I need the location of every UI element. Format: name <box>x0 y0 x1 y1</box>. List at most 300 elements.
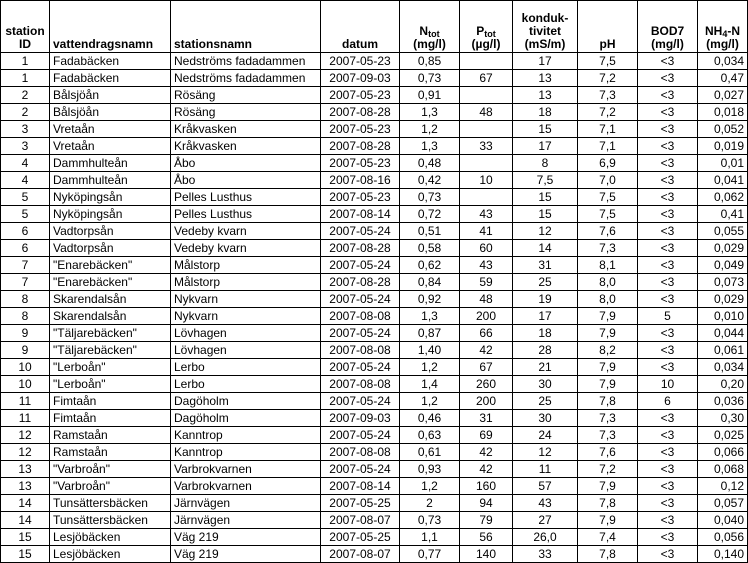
cell-nh4n: 0,01 <box>698 155 748 172</box>
cell-bod7: <3 <box>638 53 698 70</box>
cell-ph: 7,2 <box>578 461 638 478</box>
cell-konduktivitet: 8 <box>513 155 578 172</box>
cell-konduktivitet: 7,5 <box>513 172 578 189</box>
cell-konduktivitet: 15 <box>513 206 578 223</box>
table-row <box>1 461 748 478</box>
header-row <box>1 1 748 53</box>
table-row <box>1 138 748 155</box>
header-konduktivitet: konduk- tivitet (mS/m) <box>513 1 578 53</box>
cell-vattendragsnamn: Tunsättersbäcken <box>50 512 171 529</box>
cell-nh4n: 0,040 <box>698 512 748 529</box>
cell-ptot: 160 <box>460 478 513 495</box>
table-row <box>1 359 748 376</box>
cell-datum: 2007-08-08 <box>321 444 400 461</box>
cell-station-id: 4 <box>1 172 50 189</box>
cell-stationsnamn: Nedströms fadadammen <box>171 53 321 70</box>
cell-ph: 7,4 <box>578 529 638 546</box>
cell-stationsnamn: Pelles Lusthus <box>171 206 321 223</box>
cell-stationsnamn: Dagöholm <box>171 393 321 410</box>
cell-konduktivitet: 30 <box>513 410 578 427</box>
cell-stationsnamn: Vedeby kvarn <box>171 240 321 257</box>
table-row <box>1 70 748 87</box>
cell-ph: 8,0 <box>578 291 638 308</box>
cell-ntot: 0,73 <box>400 512 460 529</box>
table-row <box>1 206 748 223</box>
cell-station-id: 3 <box>1 121 50 138</box>
cell-bod7: <3 <box>638 121 698 138</box>
cell-ntot: 0,61 <box>400 444 460 461</box>
cell-konduktivitet: 43 <box>513 495 578 512</box>
cell-bod7: 10 <box>638 376 698 393</box>
cell-nh4n: 0,066 <box>698 444 748 461</box>
cell-bod7: <3 <box>638 291 698 308</box>
cell-konduktivitet: 19 <box>513 291 578 308</box>
header-ph: pH <box>578 1 638 53</box>
cell-ntot: 0,87 <box>400 325 460 342</box>
cell-vattendragsnamn: Nyköpingsån <box>50 189 171 206</box>
cell-bod7: <3 <box>638 495 698 512</box>
cell-vattendragsnamn: Fadabäcken <box>50 70 171 87</box>
cell-ptot: 41 <box>460 223 513 240</box>
cell-vattendragsnamn: Fadabäcken <box>50 53 171 70</box>
cell-station-id: 6 <box>1 240 50 257</box>
cell-stationsnamn: Järnvägen <box>171 495 321 512</box>
cell-station-id: 12 <box>1 444 50 461</box>
cell-ntot: 0,42 <box>400 172 460 189</box>
cell-ptot: 140 <box>460 546 513 563</box>
cell-nh4n: 0,12 <box>698 478 748 495</box>
cell-ptot: 31 <box>460 410 513 427</box>
cell-stationsnamn: Kanntrop <box>171 427 321 444</box>
cell-konduktivitet: 30 <box>513 376 578 393</box>
cell-station-id: 8 <box>1 291 50 308</box>
cell-bod7: <3 <box>638 478 698 495</box>
cell-ntot: 0,63 <box>400 427 460 444</box>
cell-ph: 7,5 <box>578 206 638 223</box>
cell-konduktivitet: 33 <box>513 546 578 563</box>
cell-datum: 2007-08-14 <box>321 478 400 495</box>
cell-ptot <box>460 189 513 206</box>
cell-datum: 2007-05-24 <box>321 427 400 444</box>
table-row <box>1 172 748 189</box>
cell-konduktivitet: 17 <box>513 53 578 70</box>
cell-bod7: <3 <box>638 206 698 223</box>
cell-datum: 2007-05-23 <box>321 53 400 70</box>
cell-datum: 2007-08-08 <box>321 376 400 393</box>
cell-station-id: 13 <box>1 478 50 495</box>
cell-ptot: 59 <box>460 274 513 291</box>
cell-bod7: <3 <box>638 427 698 444</box>
cell-bod7: 6 <box>638 393 698 410</box>
table-row <box>1 53 748 70</box>
cell-ptot: 79 <box>460 512 513 529</box>
cell-ph: 7,3 <box>578 240 638 257</box>
cell-nh4n: 0,049 <box>698 257 748 274</box>
cell-datum: 2007-08-28 <box>321 104 400 121</box>
cell-nh4n: 0,034 <box>698 53 748 70</box>
cell-ptot: 43 <box>460 206 513 223</box>
cell-ptot: 60 <box>460 240 513 257</box>
cell-vattendragsnamn: Ramstaån <box>50 444 171 461</box>
cell-station-id: 2 <box>1 104 50 121</box>
cell-stationsnamn: Vedeby kvarn <box>171 223 321 240</box>
cell-station-id: 1 <box>1 53 50 70</box>
cell-ntot: 1,2 <box>400 478 460 495</box>
cell-datum: 2007-08-28 <box>321 274 400 291</box>
cell-vattendragsnamn: "Lerboån" <box>50 359 171 376</box>
cell-datum: 2007-05-25 <box>321 495 400 512</box>
cell-ph: 7,8 <box>578 393 638 410</box>
cell-stationsnamn: Lerbo <box>171 376 321 393</box>
header-datum: datum <box>321 1 400 53</box>
table-row <box>1 274 748 291</box>
cell-bod7: <3 <box>638 240 698 257</box>
cell-konduktivitet: 18 <box>513 325 578 342</box>
cell-ph: 7,8 <box>578 546 638 563</box>
cell-datum: 2007-08-07 <box>321 512 400 529</box>
table-row <box>1 87 748 104</box>
cell-datum: 2007-08-14 <box>321 206 400 223</box>
cell-ntot: 0,85 <box>400 53 460 70</box>
cell-ntot: 1,2 <box>400 359 460 376</box>
cell-konduktivitet: 31 <box>513 257 578 274</box>
cell-ptot: 200 <box>460 393 513 410</box>
cell-station-id: 9 <box>1 342 50 359</box>
cell-nh4n: 0,044 <box>698 325 748 342</box>
cell-bod7: <3 <box>638 223 698 240</box>
cell-vattendragsnamn: Ramstaån <box>50 427 171 444</box>
cell-ph: 7,2 <box>578 104 638 121</box>
table-row <box>1 529 748 546</box>
table-row <box>1 308 748 325</box>
cell-ph: 7,9 <box>578 308 638 325</box>
cell-stationsnamn: Nykvarn <box>171 308 321 325</box>
cell-stationsnamn: Varbrokvarnen <box>171 461 321 478</box>
cell-bod7: <3 <box>638 359 698 376</box>
cell-stationsnamn: Åbo <box>171 155 321 172</box>
cell-vattendragsnamn: "Enarebäcken" <box>50 274 171 291</box>
cell-station-id: 3 <box>1 138 50 155</box>
cell-bod7: <3 <box>638 138 698 155</box>
cell-stationsnamn: Väg 219 <box>171 546 321 563</box>
cell-ph: 7,3 <box>578 410 638 427</box>
cell-vattendragsnamn: Vretaån <box>50 138 171 155</box>
cell-station-id: 11 <box>1 393 50 410</box>
cell-bod7: <3 <box>638 529 698 546</box>
cell-datum: 2007-09-03 <box>321 410 400 427</box>
cell-station-id: 10 <box>1 359 50 376</box>
cell-bod7: <3 <box>638 325 698 342</box>
cell-ptot: 48 <box>460 104 513 121</box>
cell-konduktivitet: 13 <box>513 70 578 87</box>
cell-vattendragsnamn: Vadtorpsån <box>50 240 171 257</box>
cell-ntot: 1,2 <box>400 393 460 410</box>
cell-ph: 7,2 <box>578 70 638 87</box>
cell-konduktivitet: 18 <box>513 104 578 121</box>
cell-ptot: 42 <box>460 461 513 478</box>
cell-vattendragsnamn: Fimtaån <box>50 410 171 427</box>
cell-ntot: 0,73 <box>400 70 460 87</box>
cell-vattendragsnamn: "Enarebäcken" <box>50 257 171 274</box>
cell-ptot <box>460 121 513 138</box>
cell-nh4n: 0,055 <box>698 223 748 240</box>
cell-stationsnamn: Lövhagen <box>171 325 321 342</box>
cell-ph: 8,0 <box>578 274 638 291</box>
cell-ntot: 1,3 <box>400 104 460 121</box>
table-row <box>1 495 748 512</box>
cell-station-id: 7 <box>1 274 50 291</box>
cell-datum: 2007-09-03 <box>321 70 400 87</box>
cell-nh4n: 0,47 <box>698 70 748 87</box>
cell-ph: 7,6 <box>578 444 638 461</box>
cell-ph: 7,9 <box>578 359 638 376</box>
cell-ntot: 1,2 <box>400 121 460 138</box>
cell-datum: 2007-05-24 <box>321 223 400 240</box>
cell-station-id: 9 <box>1 325 50 342</box>
cell-konduktivitet: 25 <box>513 274 578 291</box>
cell-ptot: 42 <box>460 342 513 359</box>
cell-station-id: 1 <box>1 70 50 87</box>
cell-ph: 7,1 <box>578 138 638 155</box>
cell-konduktivitet: 27 <box>513 512 578 529</box>
cell-ph: 7,8 <box>578 495 638 512</box>
table-row <box>1 240 748 257</box>
cell-station-id: 5 <box>1 206 50 223</box>
cell-stationsnamn: Nedströms fadadammen <box>171 70 321 87</box>
cell-konduktivitet: 25 <box>513 393 578 410</box>
table-row <box>1 393 748 410</box>
cell-konduktivitet: 14 <box>513 240 578 257</box>
cell-stationsnamn: Varbrokvarnen <box>171 478 321 495</box>
cell-konduktivitet: 21 <box>513 359 578 376</box>
cell-datum: 2007-05-25 <box>321 529 400 546</box>
cell-stationsnamn: Målstorp <box>171 274 321 291</box>
cell-datum: 2007-08-28 <box>321 240 400 257</box>
cell-bod7: <3 <box>638 189 698 206</box>
cell-ntot: 0,84 <box>400 274 460 291</box>
cell-stationsnamn: Lövhagen <box>171 342 321 359</box>
cell-nh4n: 0,056 <box>698 529 748 546</box>
table-row <box>1 376 748 393</box>
cell-station-id: 7 <box>1 257 50 274</box>
cell-vattendragsnamn: "Täljarebäcken" <box>50 325 171 342</box>
cell-vattendragsnamn: Vretaån <box>50 121 171 138</box>
cell-nh4n: 0,029 <box>698 240 748 257</box>
cell-datum: 2007-05-23 <box>321 87 400 104</box>
cell-ptot <box>460 87 513 104</box>
cell-bod7: <3 <box>638 512 698 529</box>
cell-ptot: 67 <box>460 70 513 87</box>
cell-nh4n: 0,052 <box>698 121 748 138</box>
table-row <box>1 189 748 206</box>
cell-station-id: 15 <box>1 529 50 546</box>
cell-station-id: 6 <box>1 223 50 240</box>
table-row <box>1 223 748 240</box>
cell-nh4n: 0,073 <box>698 274 748 291</box>
cell-datum: 2007-05-23 <box>321 155 400 172</box>
header-ptot: $P_{tot}$ (µg/l) <box>460 1 513 53</box>
cell-nh4n: 0,140 <box>698 546 748 563</box>
cell-ph: 7,3 <box>578 427 638 444</box>
cell-ptot: 56 <box>460 529 513 546</box>
cell-stationsnamn: Kråkvasken <box>171 138 321 155</box>
cell-stationsnamn: Åbo <box>171 172 321 189</box>
cell-konduktivitet: 11 <box>513 461 578 478</box>
cell-bod7: <3 <box>638 342 698 359</box>
cell-ph: 8,1 <box>578 257 638 274</box>
cell-nh4n: 0,034 <box>698 359 748 376</box>
cell-nh4n: 0,041 <box>698 172 748 189</box>
cell-vattendragsnamn: "Varbroån" <box>50 461 171 478</box>
table-row <box>1 478 748 495</box>
cell-ptot: 43 <box>460 257 513 274</box>
cell-datum: 2007-05-24 <box>321 257 400 274</box>
cell-konduktivitet: 12 <box>513 223 578 240</box>
cell-station-id: 15 <box>1 546 50 563</box>
cell-vattendragsnamn: Fimtaån <box>50 393 171 410</box>
cell-ph: 7,3 <box>578 87 638 104</box>
cell-ntot: 0,73 <box>400 189 460 206</box>
cell-ph: 7,9 <box>578 325 638 342</box>
cell-station-id: 12 <box>1 427 50 444</box>
cell-bod7: <3 <box>638 461 698 478</box>
cell-nh4n: 0,068 <box>698 461 748 478</box>
header-vattendragsnamn: vattendragsnamn <box>50 1 171 53</box>
cell-ph: 7,9 <box>578 376 638 393</box>
cell-ntot: 1,3 <box>400 138 460 155</box>
table-row <box>1 325 748 342</box>
cell-station-id: 14 <box>1 495 50 512</box>
cell-vattendragsnamn: Lesjöbäcken <box>50 529 171 546</box>
cell-vattendragsnamn: Nyköpingsån <box>50 206 171 223</box>
table-body <box>1 53 748 563</box>
cell-vattendragsnamn: Vadtorpsån <box>50 223 171 240</box>
cell-vattendragsnamn: Lesjöbäcken <box>50 546 171 563</box>
cell-ntot: 0,62 <box>400 257 460 274</box>
cell-ph: 7,5 <box>578 53 638 70</box>
cell-konduktivitet: 13 <box>513 87 578 104</box>
cell-ntot: 1,4 <box>400 376 460 393</box>
cell-stationsnamn: Järnvägen <box>171 512 321 529</box>
cell-vattendragsnamn: Dammhulteån <box>50 172 171 189</box>
cell-ntot: 0,91 <box>400 87 460 104</box>
cell-ptot <box>460 53 513 70</box>
cell-datum: 2007-05-23 <box>321 189 400 206</box>
header-bod7: BOD7 (mg/l) <box>638 1 698 53</box>
cell-stationsnamn: Rösäng <box>171 104 321 121</box>
cell-ntot: 0,77 <box>400 546 460 563</box>
cell-stationsnamn: Rösäng <box>171 87 321 104</box>
cell-ntot: 0,48 <box>400 155 460 172</box>
cell-station-id: 5 <box>1 189 50 206</box>
cell-ntot: 1,3 <box>400 308 460 325</box>
cell-ntot: 0,92 <box>400 291 460 308</box>
cell-stationsnamn: Nykvarn <box>171 291 321 308</box>
cell-ptot: 42 <box>460 444 513 461</box>
cell-vattendragsnamn: "Täljarebäcken" <box>50 342 171 359</box>
cell-nh4n: 0,025 <box>698 427 748 444</box>
cell-datum: 2007-08-16 <box>321 172 400 189</box>
table-row <box>1 546 748 563</box>
cell-station-id: 2 <box>1 87 50 104</box>
cell-vattendragsnamn: Dammhulteån <box>50 155 171 172</box>
cell-ph: 7,9 <box>578 512 638 529</box>
cell-ntot: 0,46 <box>400 410 460 427</box>
cell-stationsnamn: Lerbo <box>171 359 321 376</box>
cell-ntot: 1,40 <box>400 342 460 359</box>
cell-ptot <box>460 155 513 172</box>
cell-bod7: <3 <box>638 155 698 172</box>
cell-nh4n: 0,018 <box>698 104 748 121</box>
table-row <box>1 342 748 359</box>
cell-ptot: 48 <box>460 291 513 308</box>
cell-ph: 7,0 <box>578 172 638 189</box>
cell-nh4n: 0,010 <box>698 308 748 325</box>
cell-nh4n: 0,057 <box>698 495 748 512</box>
cell-datum: 2007-05-23 <box>321 121 400 138</box>
table-row <box>1 155 748 172</box>
cell-datum: 2007-05-24 <box>321 325 400 342</box>
header-stationsnamn: stationsnamn <box>171 1 321 53</box>
cell-station-id: 4 <box>1 155 50 172</box>
cell-vattendragsnamn: Tunsättersbäcken <box>50 495 171 512</box>
cell-ph: 7,1 <box>578 121 638 138</box>
cell-stationsnamn: Målstorp <box>171 257 321 274</box>
cell-datum: 2007-05-24 <box>321 461 400 478</box>
cell-nh4n: 0,019 <box>698 138 748 155</box>
cell-nh4n: 0,029 <box>698 291 748 308</box>
cell-ptot: 33 <box>460 138 513 155</box>
cell-ptot: 10 <box>460 172 513 189</box>
cell-datum: 2007-08-08 <box>321 342 400 359</box>
cell-konduktivitet: 24 <box>513 427 578 444</box>
cell-vattendragsnamn: Skarendalsån <box>50 308 171 325</box>
cell-bod7: <3 <box>638 70 698 87</box>
cell-station-id: 13 <box>1 461 50 478</box>
cell-ptot: 260 <box>460 376 513 393</box>
cell-bod7: <3 <box>638 104 698 121</box>
cell-ptot: 66 <box>460 325 513 342</box>
cell-nh4n: 0,062 <box>698 189 748 206</box>
table-row <box>1 427 748 444</box>
table-row <box>1 104 748 121</box>
cell-ptot: 200 <box>460 308 513 325</box>
cell-datum: 2007-08-07 <box>321 546 400 563</box>
cell-stationsnamn: Kanntrop <box>171 444 321 461</box>
cell-ph: 7,5 <box>578 189 638 206</box>
cell-station-id: 10 <box>1 376 50 393</box>
cell-konduktivitet: 17 <box>513 138 578 155</box>
header-nh4n: $NH_4-N$ (mg/l) <box>698 1 748 53</box>
cell-nh4n: 0,061 <box>698 342 748 359</box>
cell-station-id: 14 <box>1 512 50 529</box>
cell-vattendragsnamn: "Lerboån" <box>50 376 171 393</box>
cell-ntot: 0,93 <box>400 461 460 478</box>
cell-bod7: <3 <box>638 257 698 274</box>
table-row <box>1 121 748 138</box>
cell-nh4n: 0,41 <box>698 206 748 223</box>
cell-station-id: 11 <box>1 410 50 427</box>
cell-datum: 2007-05-24 <box>321 359 400 376</box>
cell-datum: 2007-08-08 <box>321 308 400 325</box>
cell-bod7: <3 <box>638 87 698 104</box>
cell-stationsnamn: Pelles Lusthus <box>171 189 321 206</box>
table-row <box>1 512 748 529</box>
cell-bod7: 5 <box>638 308 698 325</box>
cell-bod7: <3 <box>638 546 698 563</box>
cell-ph: 6,9 <box>578 155 638 172</box>
cell-bod7: <3 <box>638 410 698 427</box>
